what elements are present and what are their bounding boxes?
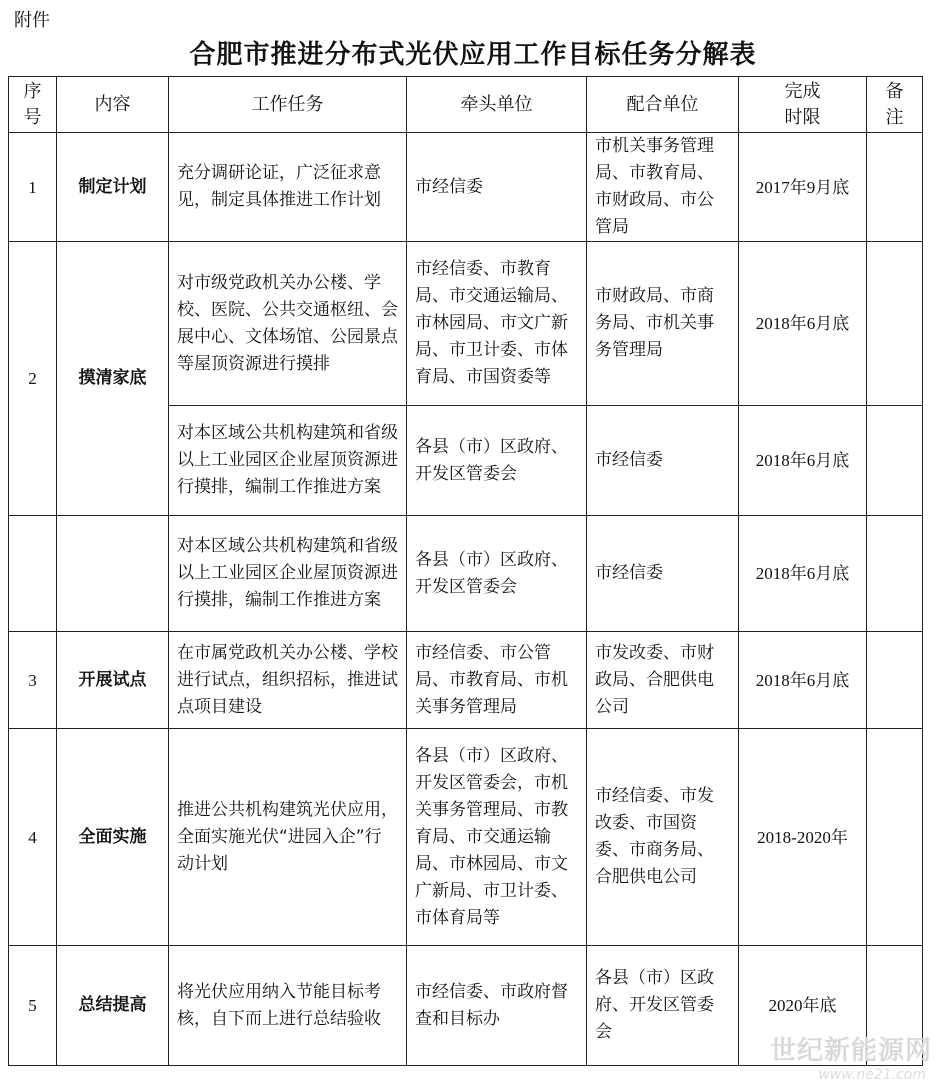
cell-deadline: 2018年6月底 <box>739 242 867 406</box>
cell-deadline: 2018年6月底 <box>739 516 867 632</box>
cell-content: 制定计划 <box>57 133 169 242</box>
header-deadline-text: 完成时限 <box>784 80 821 128</box>
header-content: 内容 <box>57 77 169 133</box>
header-cooperate: 配合单位 <box>587 77 739 133</box>
cell-task: 在市属党政机关办公楼、学校进行试点，组织招标，推进试点项目建设 <box>169 632 407 729</box>
cell-content: 开展试点 <box>57 632 169 729</box>
table-row <box>9 242 923 406</box>
cell-remark <box>867 632 923 729</box>
cell-seq: 2 <box>9 242 57 516</box>
table-row <box>9 729 923 946</box>
cell-cooperate: 市财政局、市商务局、市机关事务管理局 <box>587 242 739 406</box>
cell-seq: 3 <box>9 632 57 729</box>
cell-cooperate: 市经信委、市发改委、市国资委、市商务局、合肥供电公司 <box>587 729 739 946</box>
cell-remark <box>867 406 923 516</box>
cell-deadline: 2017年9月底 <box>739 133 867 242</box>
cell-deadline: 2018-2020年 <box>739 729 867 946</box>
watermark-url: www.ne21.com <box>818 1067 926 1083</box>
cell-lead: 各县（市）区政府、开发区管委会 <box>407 406 587 516</box>
cell-task: 对本区域公共机构建筑和省级以上工业园区企业屋顶资源进行摸排，编制工作推进方案 <box>169 516 407 632</box>
task-table <box>8 76 923 1066</box>
cell-deadline: 2018年6月底 <box>739 406 867 516</box>
cell-remark <box>867 729 923 946</box>
cell-remark <box>867 242 923 406</box>
cell-lead: 市经信委、市教育局、市交通运输局、市林园局、市文广新局、市卫计委、市体育局、市国资委等 <box>407 242 587 406</box>
cell-lead: 各县（市）区政府、开发区管委会，市机关事务管理局、市教育局、市交通运输局、市林园局、市文广新局、市卫计委、市体育局等 <box>407 729 587 946</box>
header-remark-text: 备注 <box>885 80 904 128</box>
cell-seq: 4 <box>9 729 57 946</box>
cell-cooperate: 市经信委 <box>587 406 739 516</box>
cell-seq: 5 <box>9 946 57 1066</box>
cell-lead: 各县（市）区政府、开发区管委会 <box>407 516 587 632</box>
header-seq <box>9 77 57 133</box>
cell-deadline: 2020年底 <box>739 946 867 1066</box>
cell-cooperate: 各县（市）区政府、开发区管委会 <box>587 946 739 1066</box>
cell-content: 全面实施 <box>57 729 169 946</box>
cell-lead: 市经信委 <box>407 133 587 242</box>
document-title: 合肥市推进分布式光伏应用工作目标任务分解表 <box>189 40 757 70</box>
watermark-logo: 世纪新能源网 <box>769 1036 932 1066</box>
table-row <box>9 133 923 242</box>
cell-cooperate: 市经信委 <box>587 516 739 632</box>
cell-lead: 市经信委、市政府督查和目标办 <box>407 946 587 1066</box>
cell-deadline: 2018年6月底 <box>739 632 867 729</box>
header-seq-text: 序号 <box>23 80 42 128</box>
cell-task: 充分调研论证，广泛征求意见，制定具体推进工作计划 <box>169 133 407 242</box>
cell-seq <box>9 516 57 632</box>
header-task: 工作任务 <box>169 77 407 133</box>
cell-task: 对市级党政机关办公楼、学校、医院、公共交通枢纽、会展中心、文体场馆、公园景点等屋顶资源进行摸排 <box>169 242 407 406</box>
header-row <box>9 77 923 133</box>
header-deadline <box>739 77 867 133</box>
attachment-label: 附件 <box>14 10 50 31</box>
table-row <box>9 516 923 632</box>
header-remark <box>867 77 923 133</box>
cell-seq: 1 <box>9 133 57 242</box>
cell-task: 对本区域公共机构建筑和省级以上工业园区企业屋顶资源进行摸排，编制工作推进方案 <box>169 406 407 516</box>
cell-task: 将光伏应用纳入节能目标考核，自下而上进行总结验收 <box>169 946 407 1066</box>
header-lead: 牵头单位 <box>407 77 587 133</box>
cell-remark <box>867 133 923 242</box>
cell-lead: 市经信委、市公管局、市教育局、市机关事务管理局 <box>407 632 587 729</box>
cell-content <box>57 516 169 632</box>
cell-task: 推进公共机构建筑光伏应用，全面实施光伏“进园入企”行动计划 <box>169 729 407 946</box>
cell-cooperate: 市发改委、市财政局、合肥供电公司 <box>587 632 739 729</box>
table-row <box>9 632 923 729</box>
cell-content: 总结提高 <box>57 946 169 1066</box>
cell-content: 摸清家底 <box>57 242 169 516</box>
cell-remark <box>867 516 923 632</box>
cell-cooperate: 市机关事务管理局、市教育局、市财政局、市公管局 <box>587 133 739 242</box>
